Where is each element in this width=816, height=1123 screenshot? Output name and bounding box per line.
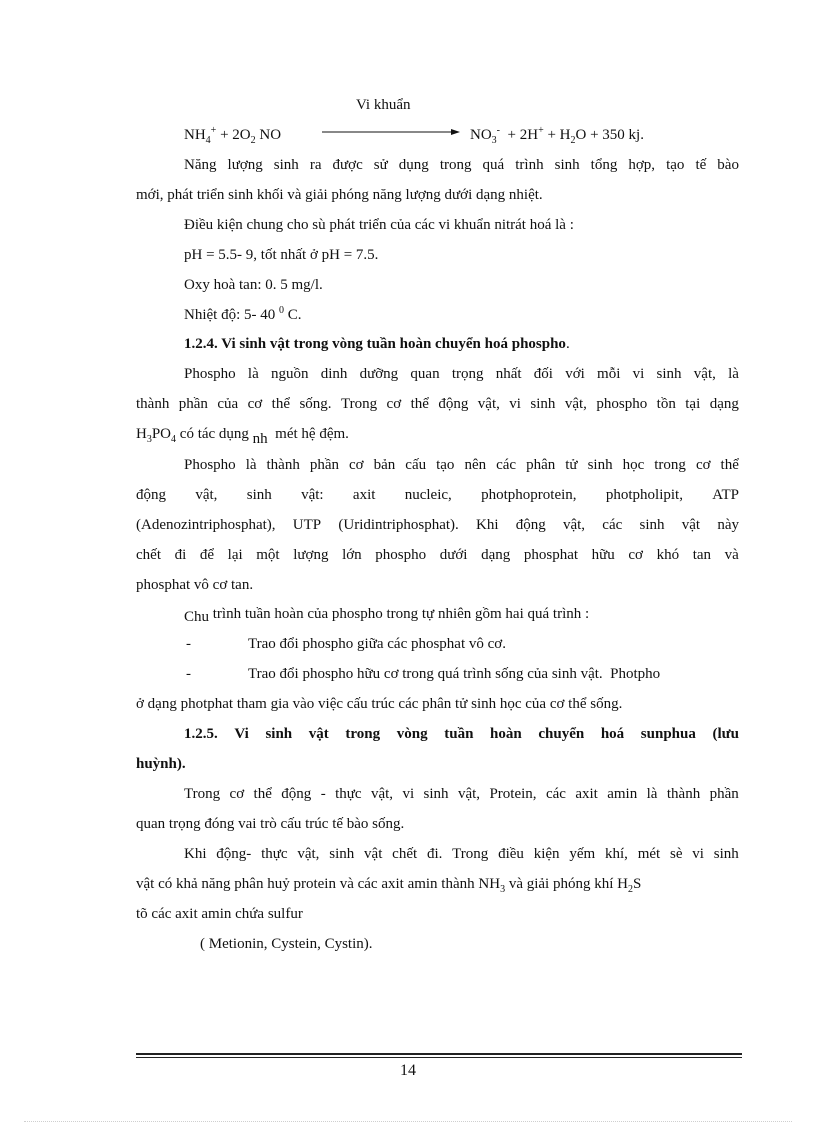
word: mét (637, 846, 661, 862)
word: tổng (590, 157, 618, 173)
paragraph-protein-line-1 (184, 784, 739, 804)
word: photphoprotein, (481, 487, 577, 503)
word: một (256, 547, 280, 563)
footer-rule-thin (136, 1057, 742, 1058)
word: sinh (713, 846, 739, 862)
word: photpholipit, (605, 487, 683, 503)
paragraph-phospho-line-3: $H_3PO_4$ có tác dụng nh mét hệ đệm. (136, 426, 349, 447)
word: thành (266, 457, 300, 473)
word: trong (345, 726, 381, 742)
word: dạng (709, 396, 739, 412)
page-bottom-border (24, 1121, 792, 1122)
word: vật: (301, 487, 324, 503)
word: Trong (452, 846, 489, 862)
paragraph-molecules-line-1 (184, 455, 739, 475)
word: tuần (444, 726, 474, 742)
word: thể (720, 457, 739, 473)
word: sinh (246, 487, 272, 503)
paragraph-cycle-intro: Chu trình tuần hoàn của phospho trong tự nhiên gồm hai quá trình : (184, 606, 590, 625)
word: cơ (229, 786, 245, 802)
word: axit (575, 786, 598, 802)
word: vi (692, 846, 704, 862)
word: (Adenozintriphosphat), (136, 517, 276, 533)
word: Trong (184, 786, 221, 802)
word: thể (410, 396, 429, 412)
paragraph-energy-line-1 (184, 155, 739, 175)
word: sunphua (640, 726, 696, 742)
word: sinh (329, 846, 355, 862)
section-heading-1-2-5-line-1 (184, 724, 739, 744)
word: vi (632, 366, 645, 382)
word: tạo (436, 457, 455, 473)
word: chết (392, 846, 418, 862)
condition-temperature: Nhiệt độ: 5- 40 $^0$ C. (184, 305, 302, 323)
word: vật, (562, 517, 586, 533)
word: động (438, 396, 469, 412)
reaction-catalyst-label: Vi khuẩn (356, 97, 411, 113)
word: dưỡng (359, 366, 399, 382)
word: axit (352, 487, 376, 503)
word: yếm (569, 846, 596, 862)
word: sinh (530, 396, 556, 412)
word: sinh (656, 366, 682, 382)
paragraph-decay-line-2: vật có khả năng phân huỷ protein và các axit amin thành $NH_3$ và giải phóng khí $H_2S$ (136, 876, 642, 895)
word: sống. (299, 396, 332, 412)
word: thể (253, 786, 272, 802)
bullet-text-1: Trao đổi phospho giữa các phosphat vô cơ. (248, 636, 506, 652)
word: sử (373, 157, 388, 173)
word: vật, (564, 396, 587, 412)
word: đi. (426, 846, 443, 862)
paragraph-molecules-line-2 (136, 485, 739, 505)
word: để (199, 547, 215, 563)
paragraph-phospho-line-2 (136, 394, 739, 414)
word: điều (498, 846, 524, 862)
condition-ph: pH = 5.5- 9, tốt nhất ở pH = 7.5. (184, 247, 379, 263)
word: lớn (342, 547, 362, 563)
word: tạo (666, 157, 685, 173)
word: chết (136, 547, 161, 563)
word: tế (695, 157, 707, 173)
word: vật, (370, 786, 394, 802)
word: trong (654, 457, 686, 473)
word: dụng (398, 157, 429, 173)
word: thực (335, 786, 362, 802)
word: sinh (587, 457, 613, 473)
word: thể (271, 396, 290, 412)
word: ra (309, 157, 322, 173)
word: dạng (481, 547, 511, 563)
word: đi (174, 547, 187, 563)
word: các (496, 457, 517, 473)
word: này (717, 517, 739, 533)
conditions-intro: Điều kiện chung cho sù phát triển của các vi khuẩn nitrát hoá là : (184, 217, 574, 233)
paragraph-molecules-line-4 (136, 545, 739, 565)
word: vật, (477, 396, 500, 412)
word: Phospho (184, 457, 236, 473)
word: hữu (591, 547, 615, 563)
word: (Uridintriphosphat). (338, 517, 459, 533)
paragraph-protein-line-2: quan trọng đóng vai trò cấu trúc tế bào sống. (136, 816, 405, 832)
word: phân (526, 457, 556, 473)
word: khí, (604, 846, 628, 862)
word: và (724, 547, 739, 563)
word: cơ (386, 396, 402, 412)
word: Trong (340, 396, 378, 412)
word: các (545, 786, 566, 802)
word: lượng (293, 547, 329, 563)
word: nhất (495, 366, 522, 382)
word: nucleic, (404, 487, 452, 503)
word: nguồn (270, 366, 309, 382)
word: tại (685, 396, 701, 412)
word: trình (515, 157, 544, 173)
word: trong (439, 157, 472, 173)
word: sinh (265, 726, 293, 742)
paragraph-molecules-line-3 (136, 515, 739, 535)
reaction-reactants: $NH_4^+ + 2O_2$ NO (184, 125, 282, 146)
word: của (217, 396, 239, 412)
word: UTP (292, 517, 322, 533)
word: động (136, 487, 166, 503)
reaction-arrow-icon (322, 128, 460, 136)
word: cơ (247, 396, 263, 412)
word: Năng (184, 157, 217, 173)
word: sinh (423, 786, 449, 802)
word: tử (565, 457, 578, 473)
word: các (602, 517, 623, 533)
word: phosphat (523, 547, 579, 563)
condition-oxygen: Oxy hoà tan: 0. 5 mg/l. (184, 277, 323, 293)
word: động (281, 786, 312, 802)
word: phospho (596, 396, 648, 412)
word: vật (364, 846, 383, 862)
bullet-dash-2: - (186, 666, 191, 682)
word: Protein, (489, 786, 537, 802)
footer-rule-thick (136, 1053, 742, 1055)
word: hoàn (490, 726, 522, 742)
word: chuyển (538, 726, 585, 742)
word: tồn (656, 396, 676, 412)
word: thành (666, 786, 701, 802)
reaction-products: $NO_3^- + 2H^+ + H_2O + 350$ kj. (470, 125, 644, 146)
bullet-text-2-line-2: ở dạng photphat tham gia vào việc cấu trúc các phân tử sinh học của cơ thể sống. (136, 696, 623, 712)
word: bản (373, 457, 396, 473)
word: cơ (628, 547, 643, 563)
word: khó (656, 547, 680, 563)
word: học (622, 457, 645, 473)
word: phospho (375, 547, 427, 563)
word: là (646, 786, 658, 802)
word: được (332, 157, 363, 173)
word: 1.2.5. (184, 726, 218, 742)
word: dinh (320, 366, 348, 382)
paragraph-phospho-line-1 (184, 364, 739, 384)
word: hợp, (628, 157, 656, 173)
word: trọng (451, 366, 484, 382)
word: vật (308, 726, 329, 742)
paragraph-decay-line-3: tõ các axit amin chứa sulfur (136, 906, 303, 922)
word: dưới (439, 547, 468, 563)
word: động- (216, 846, 252, 862)
word: Khi (476, 517, 499, 533)
word: lại (227, 547, 243, 563)
word: - (320, 786, 326, 802)
word: (lưu (712, 726, 739, 742)
word: sinh (639, 517, 665, 533)
bullet-dash-1: - (186, 636, 191, 652)
word: phần (178, 396, 208, 412)
paragraph-molecules-line-5: phosphat vô cơ tan. (136, 577, 254, 593)
word: vật, (297, 846, 320, 862)
word: tan (692, 547, 712, 563)
word: bào (717, 157, 739, 173)
word: quá (482, 157, 505, 173)
page-number: 14 (400, 1062, 416, 1079)
word: động (515, 517, 546, 533)
word: Khi (184, 846, 207, 862)
paragraph-decay-line-1 (184, 844, 739, 864)
word: là (247, 366, 259, 382)
word: vật, (457, 786, 481, 802)
word: vi (509, 396, 521, 412)
word: quan (410, 366, 440, 382)
word: kiện (533, 846, 560, 862)
word: vật, (693, 366, 716, 382)
bullet-text-2-line-1: Trao đổi phospho hữu cơ trong quá trình sống của sinh vật. Photpho (248, 666, 661, 682)
word: mỗi (597, 366, 621, 382)
word: đối (533, 366, 553, 382)
word: sinh (273, 157, 299, 173)
word: vi (402, 786, 415, 802)
paragraph-decay-line-4: ( Metionin, Cystein, Cystin). (200, 936, 373, 952)
word: là (728, 366, 739, 382)
word: phần (309, 457, 340, 473)
word: cơ (695, 457, 711, 473)
word: vòng (396, 726, 428, 742)
word: nên (464, 457, 487, 473)
word: vật (681, 517, 701, 533)
word: hoá (600, 726, 625, 742)
section-heading-1-2-5-line-2: huỳnh). (136, 756, 186, 772)
word: sè (670, 846, 683, 862)
word: sinh (554, 157, 580, 173)
word: phần (709, 786, 739, 802)
word: thành (136, 396, 170, 412)
word: Vi (234, 726, 249, 742)
word: ATP (712, 487, 739, 503)
word: với (565, 366, 585, 382)
word: cấu (405, 457, 427, 473)
word: amin (607, 786, 638, 802)
section-heading-1-2-4: 1.2.4. Vi sinh vật trong vòng tuần hoàn chuyển hoá phospho. (184, 336, 570, 352)
word: Phospho (184, 366, 236, 382)
paragraph-energy-line-2: mới, phát triển sinh khối và giải phóng năng lượng dưới dạng nhiệt. (136, 187, 543, 203)
word: cơ (349, 457, 364, 473)
word: lượng (227, 157, 263, 173)
word: là (245, 457, 257, 473)
word: thực (261, 846, 288, 862)
word: vật, (195, 487, 218, 503)
